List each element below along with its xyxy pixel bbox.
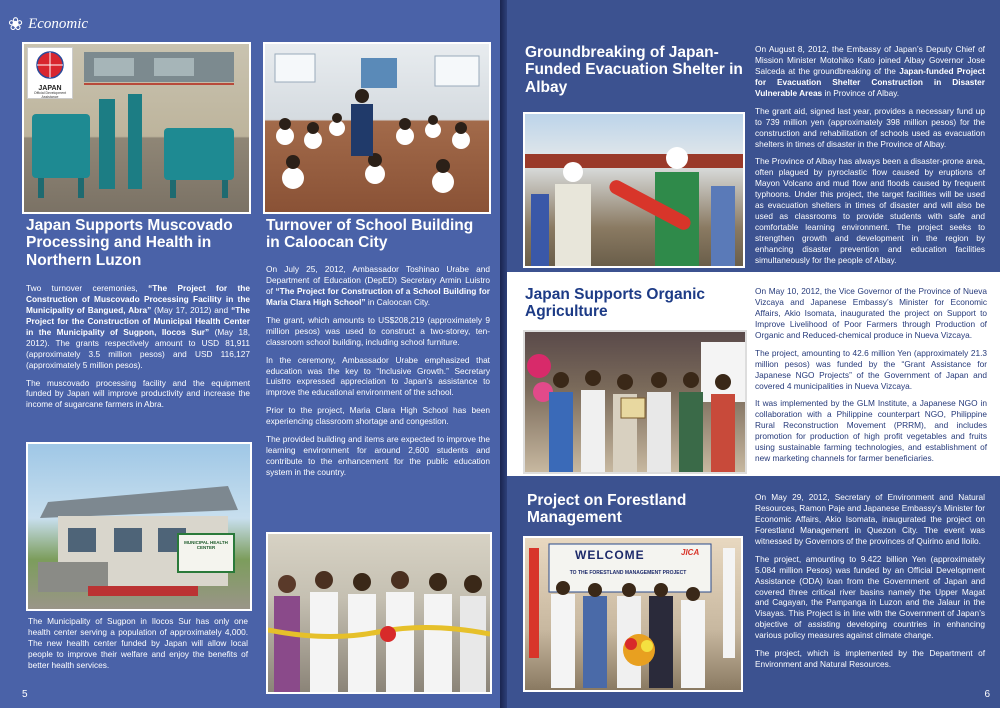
albay-paragraph-3: The Province of Albay has always been a disaster-prone area, often plagued by pyroclastic flow caused by eruptions of Mayon Volcano and mud flow and floods caused by frequent typhoons. Under this project, the target facilities will be used as evacuation shelters in times of disaster and will also be used as classrooms to provide students with safe and comfortable learning environment. The project seeks to strengthen growth and development in the region by enhancing disaster prevention and education facilities simultaneously for the people of Albay. [755, 156, 985, 265]
muscovado-facility-photo [22, 42, 251, 214]
section-header [8, 14, 88, 35]
officials-illustration [268, 534, 490, 692]
caloocan-paragraph-4: Prior to the project, Maria Clara High School has been experiencing classroom shortage and congestion. [266, 405, 490, 427]
caloocan-paragraph-2: The grant, which amounts to US$208,219 (approximately 9 million pesos) was used to construct a two-storey, ten-classroom school building, including school furniture. [266, 314, 490, 347]
health-center-illustration [28, 444, 250, 609]
section-title: Economic [28, 16, 89, 32]
albay-section [507, 0, 1000, 272]
albay-paragraph-1: On August 8, 2012, the Embassy of Japan’s Deputy Chief of Mission Minister Motohiko Kato joined Albay Governor Jose Salceda at the groundbreaking of the Japan-funded Project for Evacuation Shelter Construction in Disaster Vulnerable Areas in Province of Albay. [755, 44, 985, 98]
health-center-photo [26, 442, 252, 611]
organic-illustration [525, 332, 745, 472]
logo-caption: Official Development Assistance [33, 91, 67, 99]
ribbon-cutting-photo [266, 532, 492, 694]
forest-paragraph-2: The project, amounting to 9.422 billion Yen (approximately 5.084 million Pesos) was funded by an Official Development Assistance (ODA) loan from the Government of Japan and covered three critical river basins namely the Upper Magat and Cagayan, the Pampanga in Luzon and the Jalaur in the Visayas. This Project is in line with the Government of Japan’s objective of assisting developing countries in enhancing various policy measures against climate change. [755, 553, 985, 641]
organic-section [507, 272, 1000, 476]
groundbreaking-illustration [525, 114, 743, 266]
forest-paragraph-1: On May 29, 2012, Secretary of Environment and Natural Resources, Ramon Paje and Japanese Embassy’s Minister for Economic Affairs, Akio Isomata, inaugurated the project on Forestland Management in Quezon City. The event was witnessed by Governors of the provinces of Quirino and Iloilo. [755, 492, 985, 546]
organic-paragraph-2: The project, amounting to 42.6 million Yen (approximately 21.3 million pesos) was funded by the “Grant Assistance for Japanese NGO Projects” of the Government of Japan and covered 4 municipalities in Nueva Vizcaya. [755, 347, 987, 391]
page-gutter [500, 0, 507, 708]
banner-subtitle: TO THE FORESTLAND MANAGEMENT PROJECT [569, 570, 687, 576]
right-page-number: 6 [984, 689, 990, 700]
forest-section [507, 476, 1000, 708]
caloocan-paragraph-5: The provided building and items are expected to improve the learning environment for around 2,600 students and contribute to the enhancement for the public education system in the country. [266, 434, 490, 477]
muscovado-paragraph-3: The Municipality of Sugpon in Ilocos Sur has only one health center serving a population of approximately 4,000. The new health center funded by Japan will allow local people to improve their welfare and enjoy the benefits of better health services. [28, 616, 248, 670]
logo-country: JAPAN [38, 85, 62, 92]
banner-welcome: WELCOME [575, 548, 645, 562]
organic-body [755, 286, 987, 471]
muscovado-paragraph-2: The muscovado processing facility and the equipment funded by Japan will improve productivity and increase the income of sugarcane farmers in Abra. [26, 377, 250, 410]
flower-icon: ❀ [8, 14, 24, 34]
classroom-photo [263, 42, 491, 214]
right-page [507, 0, 1000, 708]
muscovado-body [26, 283, 250, 417]
forest-headline: Project on Forestland Management [527, 492, 687, 527]
muscovado-headline: Japan Supports Muscovado Processing and Health in Northern Luzon [26, 217, 233, 269]
groundbreaking-photo [523, 112, 745, 268]
muscovado-paragraph-1: Two turnover ceremonies, “The Project for the Construction of Muscovado Processing Facility in the Municipality of Bangued, Abra” (May 17, 2012) and “The Project for the Construction of Municipal Health Center in the Municipality of Sugpon, Ilocos Sur” (May 18, 2012). The grants respectively amount to USD 81,911 (approximately 3.5 million pesos) and USD 116,127 (approximately 5 million pesos). [26, 283, 250, 370]
albay-body [755, 44, 985, 273]
organic-ceremony-photo [523, 330, 747, 474]
students-illustration [265, 44, 489, 212]
forest-ceremony-photo [523, 536, 743, 692]
globe-sun-icon [33, 50, 67, 80]
caloocan-paragraph-1: On July 25, 2012, Ambassador Toshinao Urabe and Department of Education (DepED) Secretary Armin Luistro of “The Project for Construction of a School Building for Maria Clara High School” in Caloocan City. [266, 264, 490, 307]
forest-paragraph-3: The project, which is implemented by the Department of Environment and Natural Resources. [755, 648, 985, 670]
health-center-sign: MUNICIPAL HEALTH CENTER [184, 540, 228, 551]
japan-odalogo [27, 47, 73, 99]
albay-paragraph-2: The grant aid, signed last year, provides a necessary fund up to 739 million yen (approximately 398 million pesos) for the construction and rehabilitation of schools used as evacuation shelters in times of disaster in the Province of Albay. [755, 105, 985, 149]
health-center-body [28, 616, 248, 678]
organic-headline: Japan Supports Organic Agriculture [525, 286, 706, 321]
caloocan-headline: Turnover of School Building in Caloocan City [266, 217, 474, 252]
caloocan-paragraph-3: In the ceremony, Ambassador Urabe emphasized that education was the key to “Inclusive Growth.” Secretary Luistro expressed appreciation to Japan’s assistance to improve the educational environment of the school. [266, 354, 490, 398]
caloocan-body [266, 264, 490, 485]
albay-headline: Groundbreaking of Japan-Funded Evacuation Shelter in Albay [525, 44, 743, 96]
forest-body [755, 492, 985, 677]
organic-paragraph-1: On May 10, 2012, the Vice Governor of the Province of Nueva Vizcaya and Japanese Embassy’s Minister for Economic Affairs, Akio Isomata, inaugurated the project on Support to Improve Livelihood of Poor Farmers through Production of Organic and Reduced-chemical produce in Nueva Vizcaya. [755, 286, 987, 340]
left-page-number: 5 [22, 689, 28, 700]
organic-paragraph-3: It was implemented by the GLM Institute, a Japanese NGO in collaboration with a Philippine counterpart NGO, Philippine Rural Reconstruction Movement (PRRM), and includes promotion for production of high profit vegetables and fruits using sustainable farming technologies, and establishment of new marketing channels for farmer beneficiaries. [755, 398, 987, 464]
banner-jica: JICA [681, 548, 700, 557]
